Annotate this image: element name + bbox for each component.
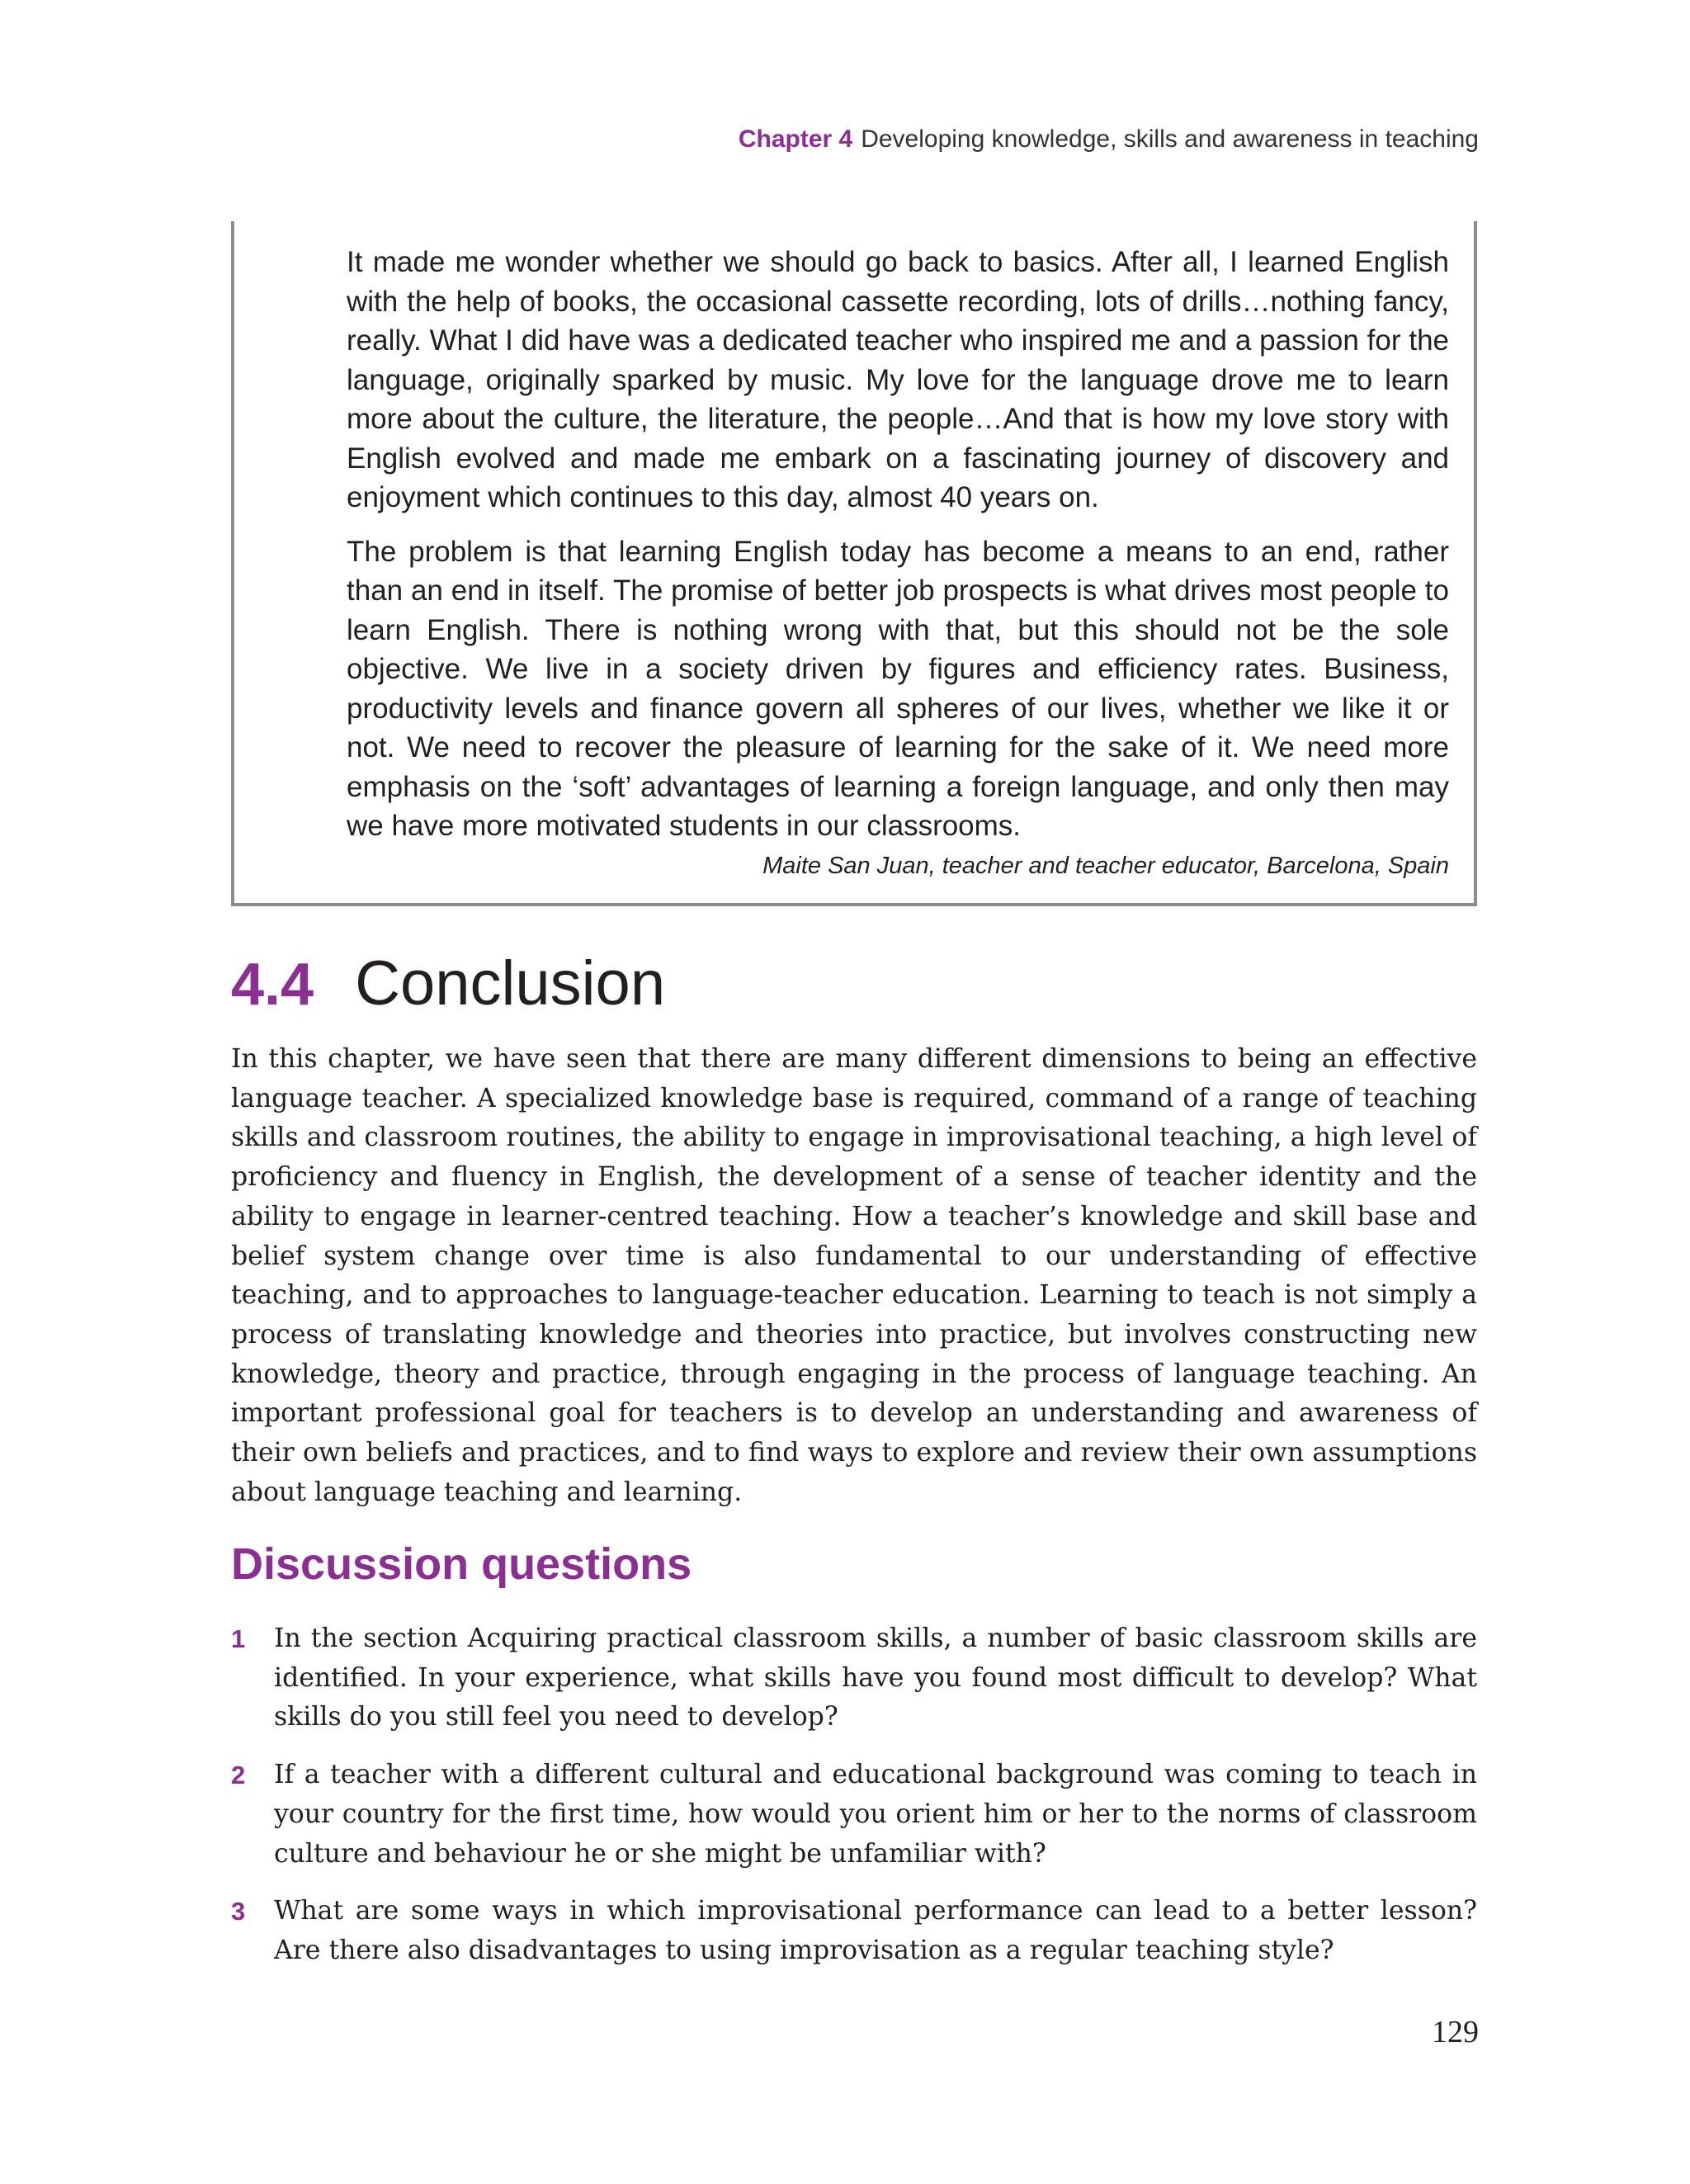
question-number: 1 [231,1624,246,1653]
question-text: In the section Acquiring practical classroom skills, a number of basic classroom skills are identified. In your experience, what skills have you found most difficult to develop? What skills do you still feel you need to develop? [274,1624,1477,1733]
page-number: 129 [1432,2015,1479,2049]
section-number: 4.4 [231,952,314,1018]
question-number: 3 [231,1897,246,1926]
quote-paragraph: The problem is that learning English today has become a means to an end, rather than an end in itself. The promise of better job prospects is what drives most people to learn English. There is nothing wrong with that, but this should not be the sole objective. We live in a society driven by figures and efficiency rates. Business, productivity levels and finance govern all spheres of our lives, whether we like it or not. We need to recover the pleasure of learning for the sake of it. We need more emphasis on the ‘soft’ advantages of learning a foreign language, and only then may we have more motivated students in our classrooms. [347,535,1449,842]
section-title: Conclusion [355,948,666,1019]
quote-box-content [347,243,1449,882]
discussion-question-list [231,1619,1477,1989]
question-text: If a teacher with a different cultural and educational background was coming to teach in your country for the first time, how would you orient him or her to the norms of classroom culture and behaviour he or she might be unfamiliar with? [274,1760,1477,1869]
question-text: What are some ways in which improvisational performance can lead to a better lesson? Are there also disadvantages to using improvisation as a regular teaching style? [274,1896,1477,1965]
chapter-label: Chapter 4 [738,125,853,153]
quote-attribution: Maite San Juan, teacher and teacher educator, Barcelona, Spain [762,852,1449,879]
running-head [739,125,1479,154]
quote-paragraph: It made me wonder whether we should go back to basics. After all, I learned English with the help of books, the occasional cassette recording, lots of drills…nothing fancy, really. What I did have was a dedicated teacher who inspired me and a passion for the language, originally sparked by music. My love for the language drove me to learn more about the culture, the literature, the people…And that is how my love story with English evolved and made me embark on a fascinating journey of discovery and enjoyment which continues to this day, almost 40 years on. [347,246,1449,513]
conclusion-body: In this chapter, we have seen that there are many different dimensions to being an effective language teacher. A specialized knowledge base is required, command of a range of teaching skills and classroom routines, the ability to engage in improvisational teaching, a high level of proficiency and fluency in English, the development of a sense of teacher identity and the ability to engage in learner-centred teaching. How a teacher’s knowledge and skill base and belief system change over time is also fundamental to our understanding of effective teaching, and to approaches to language-teacher education. Learning to teach is not simply a process of translating knowledge and theories into practice, but involves constructing new knowledge, theory and practice, through engaging in the process of language teaching. An important professional goal for teachers is to develop an understanding and awareness of their own beliefs and practices, and to find ways to explore and review their own assumptions about language teaching and learning. [231,1044,1477,1507]
discussion-question [231,1892,1477,1970]
discussion-heading: Discussion questions [231,1539,692,1589]
section-heading [231,948,665,1019]
discussion-question [231,1756,1477,1874]
chapter-title: Developing knowledge, skills and awareness in teaching [861,125,1479,153]
question-number: 2 [231,1761,246,1790]
discussion-question [231,1619,1477,1737]
quote-box [231,221,1477,906]
